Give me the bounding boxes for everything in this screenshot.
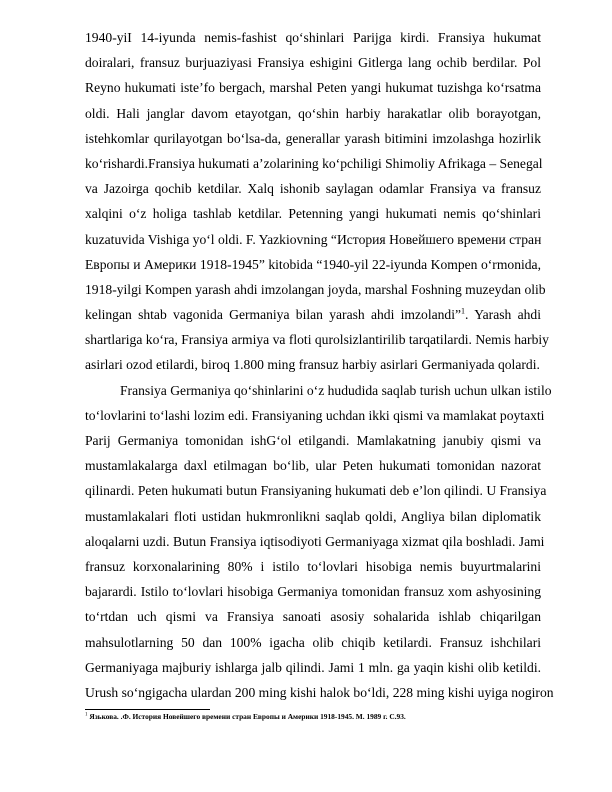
text-line — [85, 330, 549, 355]
line-text: aloqalarni uzdi. Butun Fransiya iqtisodiyoti Germaniyaga xizmat qila boshladi. Jami — [85, 533, 545, 549]
footnote-reference: 1 — [461, 306, 466, 316]
text-line — [85, 683, 554, 708]
body-text — [85, 28, 554, 708]
text-line — [85, 406, 545, 431]
line-text: doiralari, fransuz burjuaziyasi Fransiya eshigini Gitlerga lang ochib berdilar. Pol — [85, 55, 541, 71]
line-text: va Jazoirga qochib ketdilar. Xalq ishonib saylagan odamlar Fransiya va fransuz — [85, 181, 541, 197]
line-text: shartlariga ko‘ra, Fransiya armiya va floti qurolsizlantirilib tarqatilardi. Nemis harbiy — [85, 332, 549, 348]
text-line — [85, 381, 552, 406]
line-text: Reyno hukumati iste’fo bergach, marshal Peten yangi hukumat tuzishga ko‘rsatma — [85, 80, 541, 96]
text-line — [85, 179, 541, 204]
line-text: to‘rtdan uch qismi va Fransiya sanoati asosiy sohalarida ishlab chiqarilgan — [85, 609, 541, 625]
line-text: Urush so‘ngigacha ulardan 200 ming kishi halok bo‘ldi, 228 ming kishi uyiga nogiron — [85, 684, 554, 700]
line-text: fransuz korxonalarining 80% i istilo to‘lovlari hisobiga nemis buyurtmalarini — [85, 558, 541, 574]
footnote — [85, 712, 406, 721]
text-line — [85, 204, 541, 229]
line-text-continued: . Yarash ahdi — [465, 307, 541, 323]
footnote-divider — [85, 709, 210, 710]
line-text: asirlari ozod etilardi, biroq 1.800 ming fransuz harbiy asirlari Germaniyada qolardi. — [85, 357, 540, 373]
text-line — [85, 230, 541, 255]
line-text: 1940-yiI 14-iyunda nemis-fashist qo‘shinlari Parijga kirdi. Fransiya hukumat — [85, 30, 541, 45]
text-line — [85, 633, 541, 658]
text-line — [85, 431, 541, 456]
text-line — [85, 305, 541, 330]
text-line — [85, 582, 541, 607]
line-text: oldi. Hali janglar davom etayotgan, qo‘shin harbiy harakatlar olib borayotgan, — [85, 105, 541, 121]
line-text: Fransiya Germaniya qo‘shinlarini o‘z hududida saqlab turish uchun ulkan istilo — [120, 382, 552, 398]
line-text: mahsulotlarning 50 dan 100% igacha olib chiqib ketilardi. Fransuz ishchilari — [85, 634, 541, 650]
line-text: mustamlakalarga daxl etilmagan bo‘lib, ular Peten hukumati tomonidan nazorat — [85, 458, 541, 474]
line-text: istehkomlar qurilayotgan bo‘lsa-da, generallar yarash bitimini imzolashga hozirlik — [85, 130, 541, 146]
line-text: xalqini o‘z holiga tashlab ketdilar. Petenning yangi hukumati nemis qo‘shinlari — [85, 206, 541, 222]
text-line — [85, 507, 541, 532]
text-line — [85, 280, 546, 305]
text-line — [85, 28, 541, 53]
text-line — [85, 557, 541, 582]
text-line — [85, 104, 541, 129]
line-text: Европы и Америки 1918-1945” kitobida “1940-yil 22-iyunda Kompen o‘rmonida, — [85, 256, 541, 272]
text-line — [85, 607, 541, 632]
text-line — [85, 658, 541, 683]
footnote-text: Язькова. .Ф. История Новейшего времени стран Европы и Америки 1918-1945. М. 1989 г. С.93. — [89, 712, 406, 721]
line-text: mustamlakalari floti ustidan hukmronlikni saqlab qoldi, Angliya bilan diplomatik — [85, 508, 541, 524]
text-line — [85, 255, 541, 280]
line-text: kelingan shtab vagonida Germaniya bilan yarash ahdi imzolandi” — [85, 307, 462, 323]
line-text: Parij Germaniya tomonidan ishG‘ol etilgandi. Mamlakatning janubiy qismi va — [85, 433, 541, 448]
text-line — [85, 532, 545, 557]
line-text: Germaniyaga majburiy ishlarga jalb qilindi. Jami 1 mln. ga yaqin kishi olib ketildi. — [85, 659, 541, 675]
text-line — [85, 129, 541, 154]
line-text: bajarardi. Istilo to‘lovlari hisobiga Germaniya tomonidan fransuz xom ashyosining — [85, 584, 541, 600]
line-text: qilinardi. Peten hukumati butun Fransiyaning hukumati deb e’lon qilindi. U Fransiya — [85, 483, 547, 499]
text-line — [85, 154, 541, 179]
text-line — [85, 355, 541, 380]
text-line — [85, 53, 541, 78]
text-line — [85, 456, 541, 481]
line-text: 1918-yilgi Kompen yarash ahdi imzolangan joyda, marshal Foshning muzeydan olib — [85, 281, 546, 297]
footnote-number: 1 — [85, 712, 88, 718]
line-text: kuzatuvida Vishiga yo‘l oldi. F. Yazkiovning “История Новейшего времени стран — [85, 231, 542, 247]
text-line — [85, 481, 547, 506]
line-text: to‘lovlarini to‘lashi lozim edi. Fransiyaning uchdan ikki qismi va mamlakat poytaxti — [85, 407, 545, 423]
line-text: ko‘rishardi.Fransiya hukumati a’zolarining ko‘pchiligi Shimoliy Afrikaga – Senegal — [85, 155, 543, 171]
text-line — [85, 78, 541, 103]
